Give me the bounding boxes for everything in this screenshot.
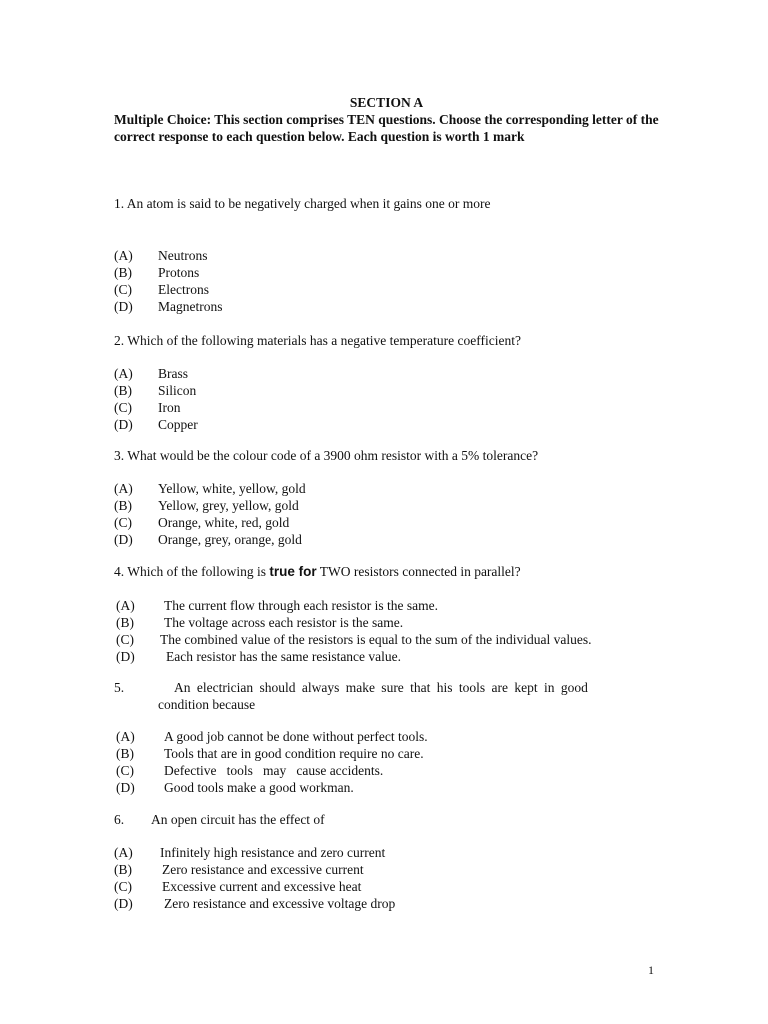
option-letter: (A) [114,845,133,860]
question-3-options [114,480,659,548]
option-text: Silicon [158,383,197,398]
option-letter: (A) [114,481,133,496]
option-a [114,365,659,382]
question-2-options [114,365,659,433]
option-text: Zero resistance and excessive voltage drop [164,896,396,911]
option-text: Protons [158,265,200,280]
option-text: Neutrons [158,248,208,263]
option-c [114,762,659,779]
option-d [114,298,659,315]
question-1-options [114,247,659,315]
option-text: Defective tools may cause accidents. [164,763,384,778]
option-letter: (D) [114,417,133,432]
option-text: Zero resistance and excessive current [162,862,364,877]
option-text: Magnetrons [158,299,223,314]
question-5-options [114,728,659,796]
option-letter: (D) [116,780,135,795]
option-text: Tools that are in good condition require no care. [164,746,424,761]
question-text [114,811,659,828]
option-letter: (C) [114,879,132,894]
option-c [114,281,659,298]
option-letter: (C) [114,282,132,297]
option-letter: (B) [114,862,132,877]
option-text: The current flow through each resistor is the same. [164,598,439,613]
question-number: 5. [114,680,125,695]
question-1 [114,195,659,212]
option-c [114,514,659,531]
option-text: The combined value of the resistors is equal to the sum of the individual values. [160,632,592,647]
option-letter: (D) [116,649,135,664]
question-4 [114,563,659,580]
option-text: The voltage across each resistor is the same. [164,615,404,630]
option-text: Yellow, white, yellow, gold [158,481,306,496]
option-text: Brass [158,366,188,381]
option-text: Infinitely high resistance and zero current [160,845,386,860]
option-letter: (C) [114,515,132,530]
question-text [114,679,659,696]
page-number: 1 [648,963,654,977]
option-a [114,597,659,614]
option-d [114,416,659,433]
question-5 [114,679,659,713]
option-letter: (D) [114,896,133,911]
option-text: Good tools make a good workman. [164,780,354,795]
question-text-continuation: condition because [158,697,256,712]
question-text: 1. An atom is said to be negatively charged when it gains one or more [114,196,491,211]
option-text: A good job cannot be done without perfect tools. [164,729,428,744]
question-2 [114,332,659,349]
option-d [114,779,659,796]
question-text-part: An open circuit has the effect of [151,812,325,827]
option-text: Orange, grey, orange, gold [158,532,302,547]
option-b [114,614,659,631]
option-a [114,480,659,497]
option-letter: (B) [116,615,134,630]
question-text-part: TWO resistors connected in parallel? [316,564,521,579]
option-a [114,844,659,861]
option-letter: (A) [114,248,133,263]
question-emphasis: true for [269,564,317,579]
option-text: Yellow, grey, yellow, gold [158,498,299,513]
question-number: 6. [114,812,125,827]
question-4-options [114,597,659,665]
question-6-options [114,844,659,912]
option-b [114,382,659,399]
option-letter: (D) [114,532,133,547]
option-a [114,728,659,745]
question-text: 3. What would be the colour code of a 3900 ohm resistor with a 5% tolerance? [114,448,539,463]
option-letter: (C) [116,632,134,647]
question-text-part: 4. Which of the following is [114,564,270,579]
option-text: Copper [158,417,198,432]
option-text: Iron [158,400,181,415]
option-letter: (D) [114,299,133,314]
option-letter: (C) [114,400,132,415]
option-letter: (B) [114,498,132,513]
question-3 [114,447,659,464]
option-letter: (B) [116,746,134,761]
option-text: Orange, white, red, gold [158,515,290,530]
option-c [114,878,659,895]
question-text-part: An electrician should always make sure that his tools are kept in good [174,680,588,695]
section-title: SECTION A [349,95,424,110]
option-letter: (A) [116,598,135,613]
option-letter: (C) [116,763,134,778]
option-d [114,648,659,665]
option-letter: (A) [116,729,135,744]
option-d [114,895,659,912]
option-b [114,745,659,762]
option-b [114,861,659,878]
question-text [114,563,659,580]
option-b [114,497,659,514]
option-c [114,399,659,416]
section-header [114,94,659,145]
option-c [114,631,659,648]
section-instructions: Multiple Choice: This section comprises TEN questions. Choose the corresponding letter of the correct response to each question below. Each question is worth 1 mark [114,112,659,144]
option-text: Each resistor has the same resistance value. [166,649,402,664]
option-text: Electrons [158,282,209,297]
option-d [114,531,659,548]
question-text: 2. Which of the following materials has a negative temperature coefficient? [114,333,521,348]
option-b [114,264,659,281]
option-letter: (B) [114,383,132,398]
option-letter: (A) [114,366,133,381]
question-6 [114,811,659,828]
option-a [114,247,659,264]
option-letter: (B) [114,265,132,280]
option-text: Excessive current and excessive heat [162,879,362,894]
